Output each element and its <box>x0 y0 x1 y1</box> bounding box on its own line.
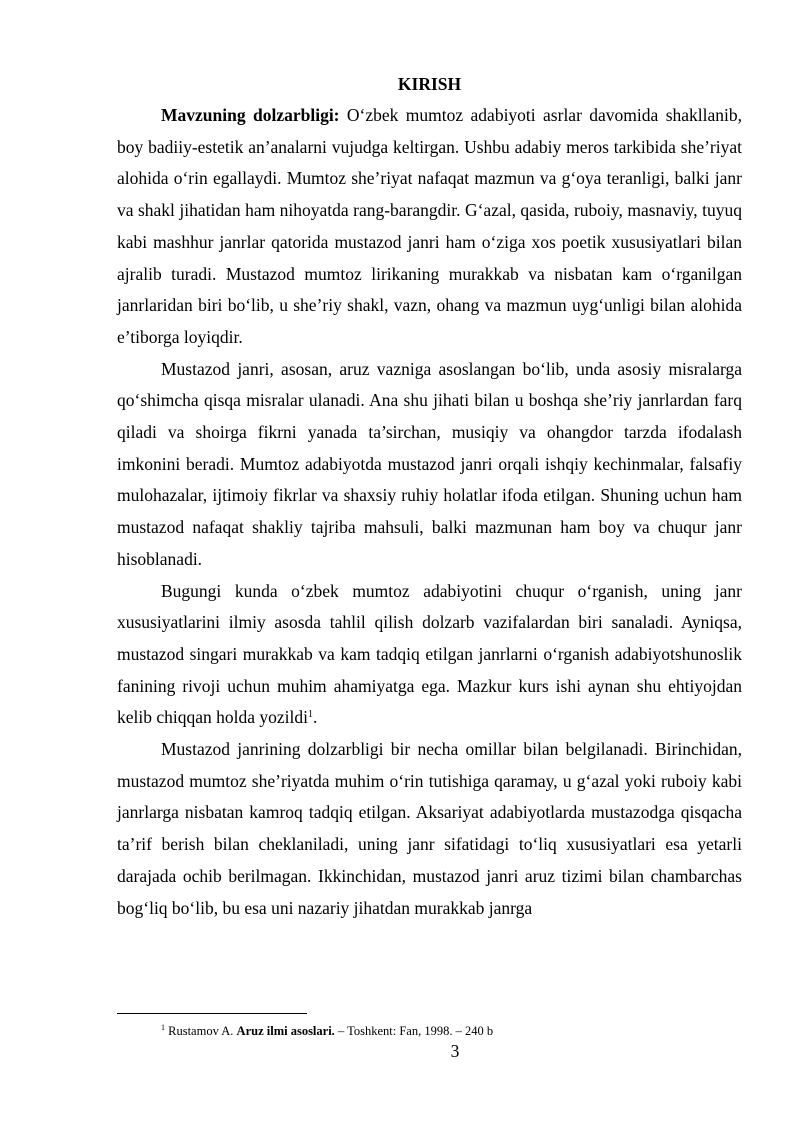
paragraph-factors: Mustazod janrining dolzarbligi bir necha omillar bilan belgilanadi. Birinchidan, mustazod mumtoz she’riyatda muhim o‘rin tutishiga qaramay, u g‘azal yoki ruboiy kabi janrlarga nisbatan kamroq tadqiq etilgan. Aksariyat adabiyotlarda mustazodga qisqacha ta’rif berish bilan cheklaniladi, uning janr sifatidagi to‘liq xususiyatlari esa yetarli darajada ochib berilmagan. Ikkinchidan, mustazod janri aruz tizimi bilan chambarchas bog‘liq bo‘lib, bu esa uni nazariy jihatdan murakkab janrga <box>117 739 742 918</box>
page-body <box>117 72 742 924</box>
footnote-publication: – Toshkent: Fan, 1998. – 240 b <box>334 1024 494 1038</box>
section-heading: KIRISH <box>397 74 462 94</box>
footnote-reference[interactable]: 1 <box>308 709 313 721</box>
footnote-title: Aruz ilmi asoslari. <box>236 1024 335 1038</box>
paragraph-text: O‘zbek mumtoz adabiyoti asrlar davomida shakllanib, boy badiiy-estetik an’analarni vujudga keltirgan. Ushbu adabiy meros tarkibida she’riyat alohida o‘rin egallaydi. Mumtoz she’riyat nafaqat mazmun va g‘oya teranligi, balki janr va shakl jihatidan ham nihoyatda rang-barangdir. G‘azal, qasida, ruboiy, masnaviy, tuyuq kabi mashhur janrlar qatorida mustazod janri ham o‘ziga xos poetik xususiyatlari bilan ajralib turadi. Mustazod mumtoz lirikaning murakkab va nisbatan kam o‘rganilgan janrlaridan biri bo‘lib, u she’riy shakl, vazn, ohang va mazmun uyg‘unligi bilan alohida e’tiborga loyiqdir. <box>117 105 742 347</box>
page-number: 3 <box>450 1041 460 1061</box>
paragraph-lead: Mavzuning dolzarbligi: <box>161 105 340 125</box>
paragraph-mustazod-genre: Mustazod janri, asosan, aruz vazniga asoslangan bo‘lib, unda asosiy misralarga qo‘shimcha qisqa misralar ulanadi. Ana shu jihati bilan u boshqa she’riy janrlardan farq qiladi va shoirga fikrni yanada ta’sirchan, musiqiy va ohangdor tarzda ifodalash imkonini beradi. Mumtoz adabiyotda mustazod janri orqali ishqiy kechinmalar, falsafiy mulohazalar, ijtimoiy fikrlar va shaxsiy ruhiy holatlar ifoda etilgan. Shuning uchun ham mustazod nafaqat shakliy tajriba mahsuli, balki mazmunan ham boy va chuqur janr hisoblanadi. <box>117 358 742 569</box>
paragraph-tail: . <box>313 707 318 728</box>
footnote-author: Rustamov A. <box>168 1024 237 1038</box>
footnote-marker: 1 <box>161 1023 165 1032</box>
paragraph-text: Bugungi kunda o‘zbek mumtoz adabiyotini chuqur o‘rganish, uning janr xususiyatlarini ilmiy asosda tahlil qilish dolzarb vazifalardan biri sanaladi. Ayniqsa, mustazod singari murakkab va kam tadqiq etilgan janrlarni o‘rganish adabiyotshunoslik fanining rivoji uchun muhim ahamiyatga ega. Mazkur kurs ishi aynan shu ehtiyojdan kelib chiqqan holda yozildi <box>117 580 742 728</box>
paragraph-study-need <box>117 576 742 735</box>
footnote-separator <box>117 1013 307 1014</box>
paragraph-relevance <box>117 100 742 354</box>
footnote <box>161 1023 493 1039</box>
